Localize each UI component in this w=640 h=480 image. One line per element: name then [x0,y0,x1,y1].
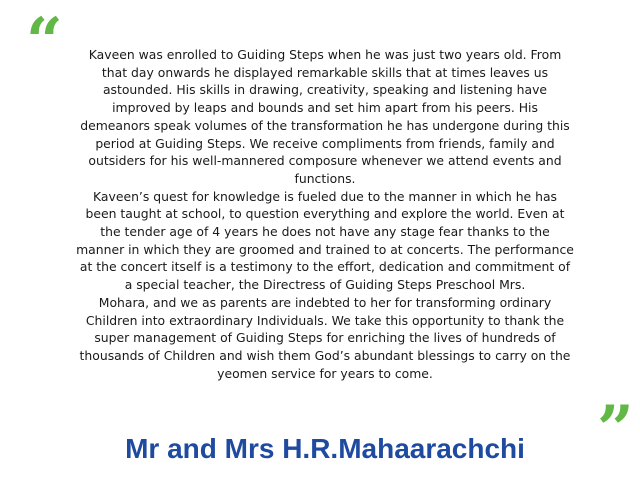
testimonial-text [76,46,574,382]
testimonial-paragraph-3: Mohara, and we as parents are indebted to her for transforming ordinary Children into extraordinary Individuals. We take this opportunity to thank the super management of Guiding Steps for enriching the lives of hundreds of thousands of Children and wish them God’s abundant blessings to carry on the yeomen service for years to come. [79,294,571,381]
open-quote-icon: “ [26,4,63,79]
testimonial-paragraph-2: Kaveen’s quest for knowledge is fueled due to the manner in which he has been taught at school, to question everything and explore the world. Even at the tender age of 4 years he does not have any stage fear thanks to the manner in which they are groomed and trained to at concerts. The performance at the concert itself is a testimony to the effort, dedication and commitment of a special teacher, the Directress of Guiding Steps Preschool Mrs. [76,188,574,293]
author-name: Mr and Mrs H.R.Mahaarachchi [125,433,525,464]
close-quote-icon: ” [597,392,634,467]
testimonial-paragraph-1: Kaveen was enrolled to Guiding Steps when he was just two years old. From that day onwards he displayed remarkable skills that at times leaves us astounded. His skills in drawing, creativity, speaking and listening have improved by leaps and bounds and set him apart from his peers. His demeanors speak volumes of the transformation he has undergone during this period at Guiding Steps. We receive compliments from friends, family and outsiders for his well-mannered composure whenever we attend events and functions. [80,47,570,186]
